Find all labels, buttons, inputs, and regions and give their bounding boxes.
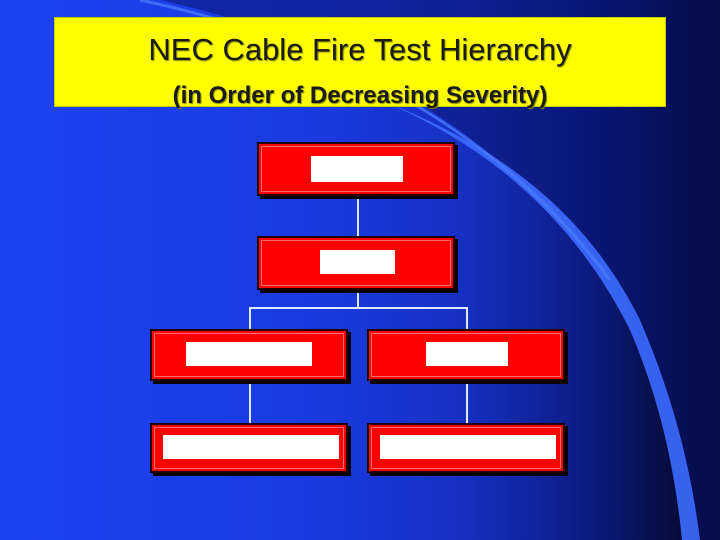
title-box [54, 17, 666, 107]
connector-level1-level2 [357, 196, 359, 236]
node-label [320, 250, 395, 274]
node-label [311, 156, 403, 182]
slide-title: NEC Cable Fire Test Hierarchy [148, 32, 572, 67]
connector-branch-right [466, 307, 468, 329]
hierarchy-node-level2 [257, 236, 455, 290]
hierarchy-node-level4-right [367, 423, 565, 473]
connector-left-level3-level4 [249, 381, 251, 423]
connector-level2-down [357, 290, 359, 308]
connector-right-level3-level4 [466, 381, 468, 423]
slide-subtitle: (in Order of Decreasing Severity) [172, 82, 548, 109]
node-label [186, 342, 312, 366]
connector-horizontal-branch [249, 307, 468, 309]
node-label [163, 435, 339, 459]
hierarchy-node-level3-right [367, 329, 565, 381]
hierarchy-node-level4-left [150, 423, 348, 473]
connector-branch-left [249, 307, 251, 329]
node-label [380, 435, 556, 459]
hierarchy-node-level1 [257, 142, 455, 196]
hierarchy-node-level3-left [150, 329, 348, 381]
node-label [426, 342, 508, 366]
